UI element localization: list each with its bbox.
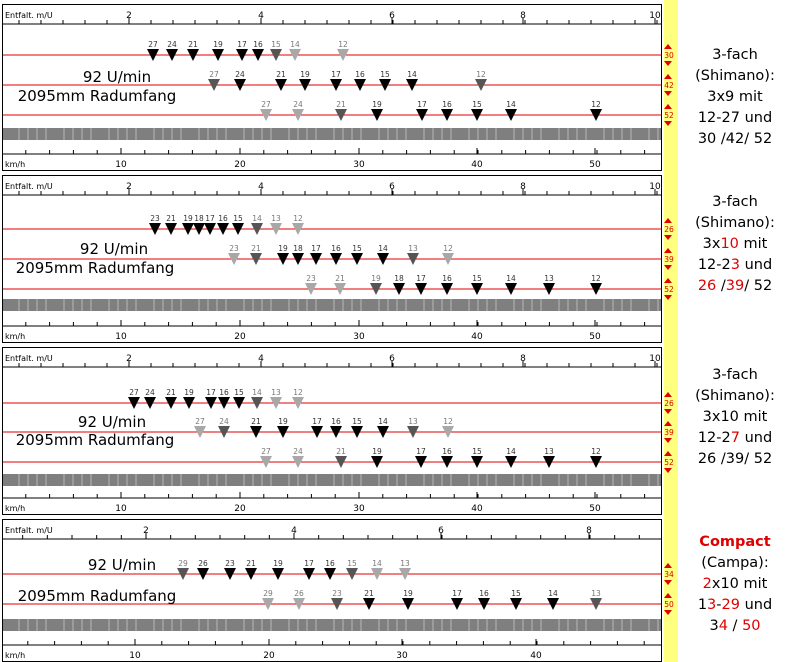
description-segment: 26 /39/ 52 bbox=[697, 451, 773, 467]
gear-label: 19 bbox=[278, 417, 288, 426]
description-segment: - bbox=[716, 597, 722, 613]
gear-label: 16 bbox=[219, 388, 229, 397]
cadence-label: 92 U/min bbox=[77, 413, 147, 431]
gear-label: 24 bbox=[219, 417, 229, 426]
development-tick-label: 8 bbox=[520, 182, 526, 192]
description-type: 3-fach bbox=[712, 47, 758, 63]
description-type: 3-fach bbox=[712, 367, 758, 383]
gear-label: 16 bbox=[442, 274, 452, 283]
development-tick-label: 10 bbox=[649, 182, 661, 192]
description-segment: 4 bbox=[718, 618, 728, 634]
development-tick-label: 6 bbox=[389, 182, 395, 192]
gear-panel-4 bbox=[3, 520, 674, 662]
speed-tick-label: 40 bbox=[471, 504, 483, 514]
gear-panel-1 bbox=[3, 5, 674, 171]
gear-label: 19 bbox=[273, 559, 283, 568]
description-segment: und bbox=[739, 257, 773, 273]
cadence-label: 92 U/min bbox=[79, 240, 149, 258]
gear-label: 27 bbox=[209, 70, 219, 79]
gear-label: 14 bbox=[407, 70, 417, 79]
description-segment: 3 bbox=[730, 257, 740, 273]
gear-label: 17 bbox=[416, 274, 426, 283]
gear-label: 15 bbox=[380, 70, 390, 79]
gear-label: 15 bbox=[511, 589, 521, 598]
gear-label: 17 bbox=[417, 100, 427, 109]
gear-label: 12 bbox=[443, 417, 453, 426]
gear-label: 19 bbox=[371, 274, 381, 283]
gear-label: 19 bbox=[183, 214, 193, 223]
gear-label: 23 bbox=[306, 274, 316, 283]
description-segment: 1 bbox=[697, 597, 708, 613]
gear-label: 16 bbox=[253, 40, 263, 49]
speed-tick-label: 20 bbox=[234, 504, 246, 514]
gear-label: 24 bbox=[293, 447, 303, 456]
gear-label: 23 bbox=[225, 559, 235, 568]
gear-label: 12 bbox=[338, 40, 348, 49]
speed-tick-label: 30 bbox=[396, 651, 408, 661]
gear-label: 18 bbox=[394, 274, 404, 283]
gear-label: 14 bbox=[506, 100, 516, 109]
gear-label: 12 bbox=[591, 447, 601, 456]
description-line4 bbox=[678, 108, 792, 129]
description-line5 bbox=[678, 129, 792, 150]
chainring-label: 42 bbox=[664, 81, 674, 90]
gear-label: 27 bbox=[195, 417, 205, 426]
speed-tick-label: 20 bbox=[234, 332, 246, 342]
development-tick-label: 2 bbox=[126, 182, 132, 192]
speed-tick-label: 40 bbox=[530, 651, 542, 661]
gear-label: 21 bbox=[188, 40, 198, 49]
description-maker: (Campa): bbox=[701, 555, 769, 571]
gear-label: 16 bbox=[442, 447, 452, 456]
speed-tick-label: 10 bbox=[115, 160, 127, 170]
gear-label: 16 bbox=[479, 589, 489, 598]
development-axis-label: Entfalt. m/U bbox=[5, 11, 53, 20]
speed-tick-label: 20 bbox=[263, 651, 275, 661]
speed-tick-label: 10 bbox=[129, 651, 141, 661]
gear-label: 27 bbox=[261, 100, 271, 109]
description-segment: 30 /42/ 52 bbox=[697, 131, 773, 147]
circumference-label: 2095mm Radumfang bbox=[15, 259, 175, 277]
gear-label: 12 bbox=[476, 70, 486, 79]
description-segment: 26 bbox=[697, 278, 717, 294]
description-block-4 bbox=[678, 532, 792, 637]
development-tick-label: 6 bbox=[389, 354, 395, 364]
gear-label: 19 bbox=[403, 589, 413, 598]
speed-axis-label: km/h bbox=[5, 160, 26, 169]
chainring-label: 34 bbox=[664, 570, 674, 579]
gear-label: 13 bbox=[544, 447, 554, 456]
gear-label: 13 bbox=[408, 244, 418, 253]
chainring-label: 39 bbox=[664, 255, 674, 264]
description-segment: 7 bbox=[730, 430, 740, 446]
gear-label: 24 bbox=[167, 40, 177, 49]
description-maker: (Shimano): bbox=[695, 388, 775, 404]
description-line5 bbox=[678, 616, 792, 637]
speed-tick-label: 30 bbox=[353, 332, 365, 342]
speed-tick-label: 40 bbox=[471, 332, 483, 342]
chainring-label: 26 bbox=[664, 399, 674, 408]
gear-label: 15 bbox=[472, 447, 482, 456]
description-line5 bbox=[678, 449, 792, 470]
description-type: 3-fach bbox=[712, 194, 758, 210]
development-tick-label: 8 bbox=[520, 354, 526, 364]
gear-label: 21 bbox=[166, 214, 176, 223]
description-panel bbox=[678, 0, 792, 662]
gear-label: 27 bbox=[261, 447, 271, 456]
description-maker: (Shimano): bbox=[695, 215, 775, 231]
gear-label: 15 bbox=[352, 244, 362, 253]
circumference-label: 2095mm Radumfang bbox=[15, 431, 175, 449]
gear-label: 26 bbox=[198, 559, 208, 568]
description-segment: 39 bbox=[725, 278, 745, 294]
description-segment: 12-2 bbox=[697, 430, 731, 446]
gear-label: 23 bbox=[332, 589, 342, 598]
chainring-label: 52 bbox=[664, 111, 674, 120]
gear-label: 19 bbox=[300, 70, 310, 79]
gear-label: 21 bbox=[251, 417, 261, 426]
gear-label: 16 bbox=[218, 214, 228, 223]
gear-label: 18 bbox=[293, 244, 303, 253]
gear-label: 15 bbox=[234, 388, 244, 397]
gear-label: 12 bbox=[591, 274, 601, 283]
description-line4 bbox=[678, 595, 792, 616]
chainring-label: 52 bbox=[664, 458, 674, 467]
description-segment: und bbox=[739, 430, 773, 446]
description-segment: 50 bbox=[742, 618, 761, 634]
gear-label: 17 bbox=[311, 244, 321, 253]
description-line3 bbox=[678, 574, 792, 595]
description-segment: / bbox=[727, 618, 743, 634]
speed-tick-label: 20 bbox=[234, 160, 246, 170]
description-segment: 3x9 mit bbox=[707, 89, 763, 105]
gear-label: 15 bbox=[352, 417, 362, 426]
speed-axis-label: km/h bbox=[5, 651, 26, 660]
gear-label: 24 bbox=[293, 100, 303, 109]
gear-label: 16 bbox=[355, 70, 365, 79]
description-segment: 3x10 mit bbox=[702, 409, 768, 425]
gear-label: 13 bbox=[408, 417, 418, 426]
gear-label: 14 bbox=[290, 40, 300, 49]
gear-label: 14 bbox=[378, 244, 388, 253]
gear-label: 16 bbox=[442, 100, 452, 109]
development-tick-label: 8 bbox=[586, 526, 592, 536]
description-block-3 bbox=[678, 365, 792, 470]
description-segment: 2 bbox=[702, 576, 712, 592]
gear-band bbox=[3, 619, 661, 631]
gear-label: 15 bbox=[472, 274, 482, 283]
description-segment: 3x bbox=[702, 236, 721, 252]
description-maker: (Shimano): bbox=[695, 68, 775, 84]
gear-label: 19 bbox=[372, 447, 382, 456]
gear-label: 21 bbox=[336, 447, 346, 456]
gear-label: 12 bbox=[591, 100, 601, 109]
gear-label: 29 bbox=[263, 589, 273, 598]
development-axis-label: Entfalt. m/U bbox=[5, 354, 53, 363]
speed-tick-label: 10 bbox=[115, 332, 127, 342]
speed-axis-label: km/h bbox=[5, 332, 26, 341]
gear-panel-3 bbox=[3, 348, 674, 515]
gear-label: 21 bbox=[364, 589, 374, 598]
development-tick-label: 8 bbox=[520, 11, 526, 21]
development-axis-label: Entfalt. m/U bbox=[5, 526, 53, 535]
description-segment: 10 bbox=[720, 236, 739, 252]
gear-label: 21 bbox=[276, 70, 286, 79]
development-tick-label: 4 bbox=[258, 11, 264, 21]
gear-label: 12 bbox=[293, 214, 303, 223]
description-segment: 12-2 bbox=[697, 257, 731, 273]
gear-label: 17 bbox=[312, 417, 322, 426]
description-segment: 29 bbox=[721, 597, 740, 613]
description-segment: x10 mit bbox=[711, 576, 768, 592]
gear-band bbox=[3, 128, 661, 140]
description-block-2 bbox=[678, 192, 792, 297]
gear-label: 14 bbox=[506, 447, 516, 456]
gear-label: 15 bbox=[472, 100, 482, 109]
circumference-label: 2095mm Radumfang bbox=[17, 87, 177, 105]
chainring-label: 30 bbox=[664, 51, 674, 60]
speed-tick-label: 10 bbox=[115, 504, 127, 514]
gear-label: 14 bbox=[506, 274, 516, 283]
circumference-label: 2095mm Radumfang bbox=[17, 587, 177, 605]
gear-label: 17 bbox=[452, 589, 462, 598]
speed-tick-label: 40 bbox=[471, 160, 483, 170]
development-tick-label: 4 bbox=[291, 526, 297, 536]
development-tick-label: 6 bbox=[389, 11, 395, 21]
development-tick-label: 4 bbox=[258, 182, 264, 192]
description-line4 bbox=[678, 428, 792, 449]
gear-label: 13 bbox=[271, 214, 281, 223]
description-segment: 3 bbox=[709, 618, 719, 634]
chainring-label: 50 bbox=[664, 600, 674, 609]
gear-label: 27 bbox=[129, 388, 139, 397]
chainring-label: 26 bbox=[664, 225, 674, 234]
gear-label: 14 bbox=[252, 388, 262, 397]
chainring-label: 52 bbox=[664, 285, 674, 294]
gear-label: 15 bbox=[271, 40, 281, 49]
gear-label: 21 bbox=[246, 559, 256, 568]
development-tick-label: 2 bbox=[143, 526, 149, 536]
gear-label: 17 bbox=[205, 214, 215, 223]
gear-label: 17 bbox=[331, 70, 341, 79]
development-tick-label: 10 bbox=[649, 11, 661, 21]
gear-panel-2 bbox=[3, 176, 674, 343]
gear-label: 16 bbox=[325, 559, 335, 568]
gear-label: 17 bbox=[206, 388, 216, 397]
gear-label: 29 bbox=[178, 559, 188, 568]
description-line4 bbox=[678, 255, 792, 276]
gear-label: 14 bbox=[378, 417, 388, 426]
description-type: Compact bbox=[699, 534, 771, 550]
speed-tick-label: 30 bbox=[353, 160, 365, 170]
gear-label: 14 bbox=[252, 214, 262, 223]
gear-label: 16 bbox=[331, 244, 341, 253]
development-tick-label: 10 bbox=[649, 354, 661, 364]
gear-label: 21 bbox=[335, 274, 345, 283]
gear-label: 21 bbox=[336, 100, 346, 109]
development-tick-label: 6 bbox=[438, 526, 444, 536]
cadence-label: 92 U/min bbox=[82, 68, 152, 86]
gear-band bbox=[3, 299, 661, 311]
gear-label: 21 bbox=[166, 388, 176, 397]
gear-label: 23 bbox=[150, 214, 160, 223]
gear-label: 12 bbox=[443, 244, 453, 253]
gear-label: 13 bbox=[400, 559, 410, 568]
gear-label: 21 bbox=[251, 244, 261, 253]
gear-label: 18 bbox=[194, 214, 204, 223]
speed-tick-label: 50 bbox=[589, 504, 601, 514]
yellow-side-band bbox=[664, 0, 678, 662]
gear-label: 12 bbox=[293, 388, 303, 397]
gear-label: 24 bbox=[235, 70, 245, 79]
development-tick-label: 2 bbox=[126, 354, 132, 364]
description-line5 bbox=[678, 276, 792, 297]
speed-tick-label: 50 bbox=[589, 160, 601, 170]
gear-label: 17 bbox=[237, 40, 247, 49]
speed-tick-label: 50 bbox=[589, 332, 601, 342]
gear-label: 19 bbox=[278, 244, 288, 253]
gear-label: 17 bbox=[416, 447, 426, 456]
gear-label: 13 bbox=[544, 274, 554, 283]
description-segment: 3 bbox=[707, 597, 717, 613]
speed-axis-label: km/h bbox=[5, 504, 26, 513]
gear-band bbox=[3, 474, 661, 486]
gear-label: 15 bbox=[233, 214, 243, 223]
gear-label: 16 bbox=[331, 417, 341, 426]
gear-label: 19 bbox=[372, 100, 382, 109]
gear-label: 27 bbox=[148, 40, 158, 49]
development-axis-label: Entfalt. m/U bbox=[5, 182, 53, 191]
gear-label: 19 bbox=[184, 388, 194, 397]
gear-label: 26 bbox=[294, 589, 304, 598]
description-segment: / 52 bbox=[744, 278, 773, 294]
gear-label: 15 bbox=[347, 559, 357, 568]
development-tick-label: 2 bbox=[126, 11, 132, 21]
gear-label: 14 bbox=[372, 559, 382, 568]
gear-label: 13 bbox=[591, 589, 601, 598]
description-line3 bbox=[678, 234, 792, 255]
description-segment: / bbox=[716, 278, 726, 294]
gear-label: 24 bbox=[145, 388, 155, 397]
gear-label: 17 bbox=[304, 559, 314, 568]
description-segment: und bbox=[739, 597, 773, 613]
description-line3 bbox=[678, 87, 792, 108]
gear-label: 13 bbox=[271, 388, 281, 397]
description-block-1 bbox=[678, 45, 792, 150]
gear-label: 19 bbox=[213, 40, 223, 49]
description-segment: mit bbox=[738, 236, 768, 252]
speed-tick-label: 30 bbox=[353, 504, 365, 514]
gear-label: 23 bbox=[229, 244, 239, 253]
gear-label: 14 bbox=[548, 589, 558, 598]
development-tick-label: 4 bbox=[258, 354, 264, 364]
description-line3 bbox=[678, 407, 792, 428]
description-segment: 12-27 und bbox=[697, 110, 773, 126]
chainring-label: 39 bbox=[664, 428, 674, 437]
cadence-label: 92 U/min bbox=[87, 556, 157, 574]
